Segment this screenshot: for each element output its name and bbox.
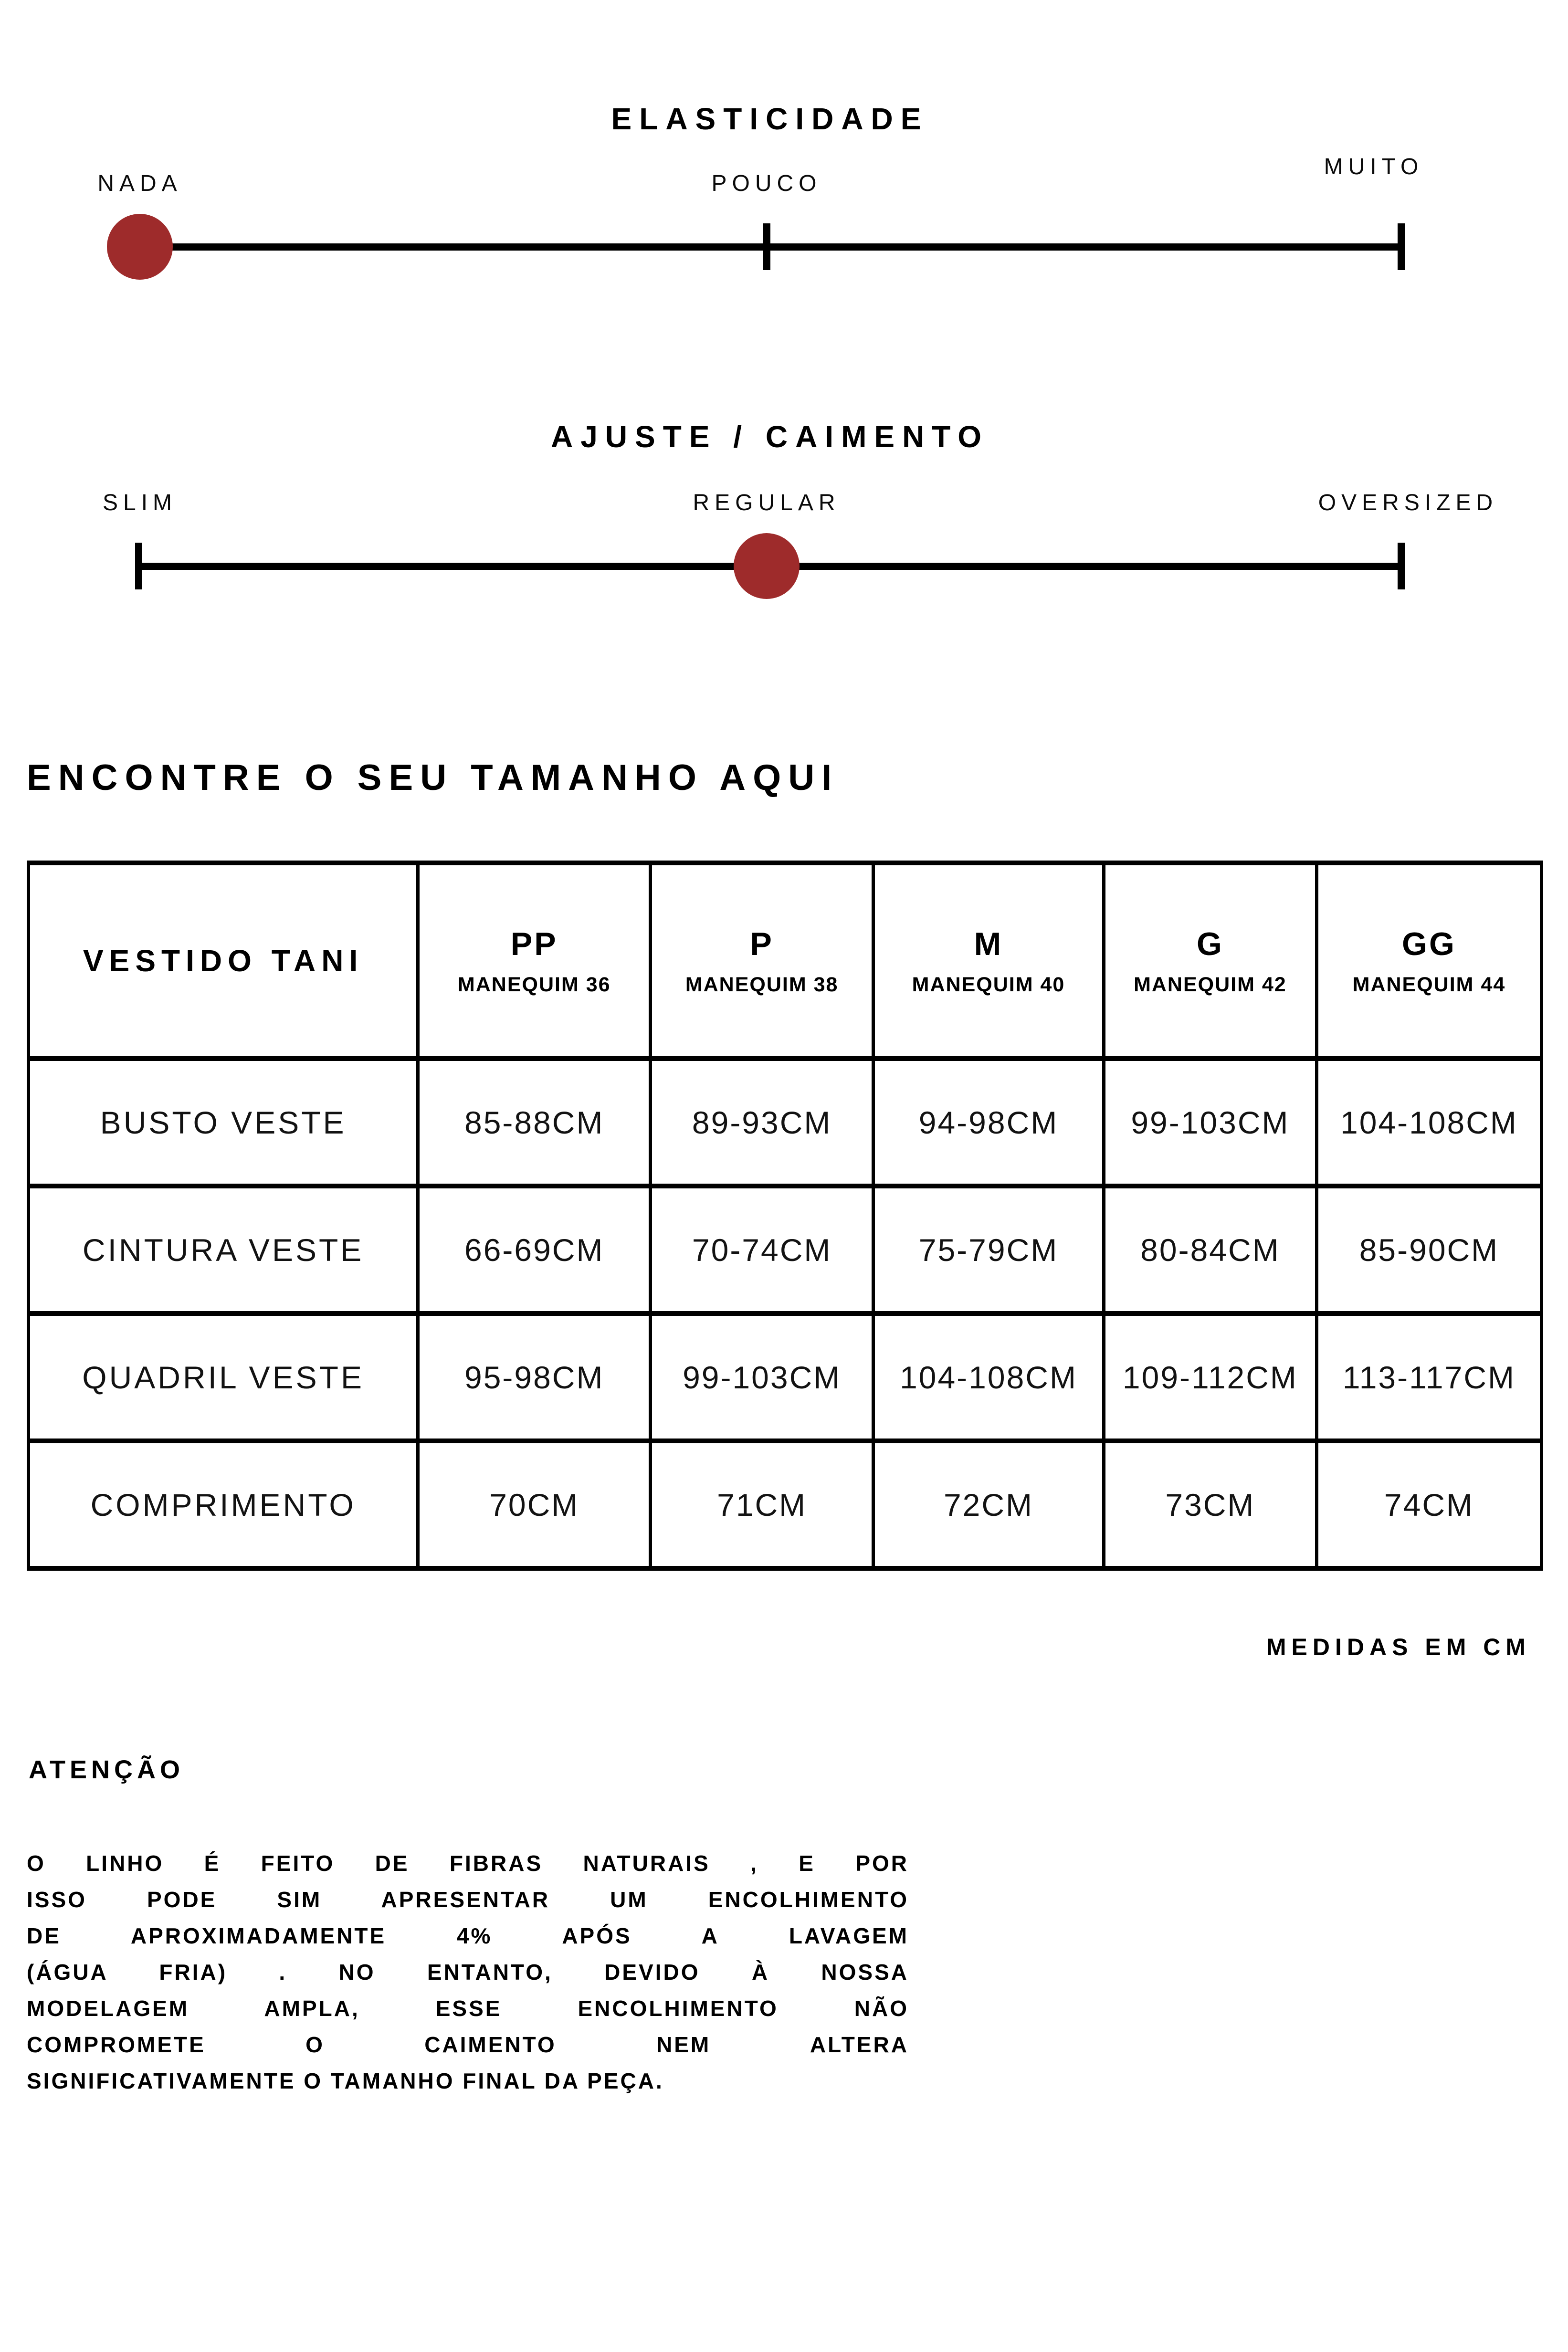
measurement-row-label: COMPRIMENTO [29, 1441, 418, 1568]
measurement-value-cell: 85-90CM [1316, 1186, 1541, 1313]
measurement-value-cell: 94-98CM [873, 1059, 1104, 1186]
measurement-row-label: BUSTO VESTE [29, 1059, 418, 1186]
attention-line: MODELAGEM AMPLA, ESSE ENCOLHIMENTO NÃO [27, 1996, 909, 2021]
size-letter: P [750, 925, 774, 962]
table-row [29, 1313, 1542, 1441]
size-column-header [651, 863, 873, 1059]
table-header-row [29, 863, 1542, 1059]
measurement-row-label: QUADRIL VESTE [29, 1313, 418, 1441]
size-column-header [873, 863, 1104, 1059]
fit-label-regular: REGULAR [693, 490, 841, 515]
size-letter: GG [1402, 925, 1456, 962]
table-row [29, 1186, 1542, 1313]
attention-paragraph [27, 1845, 909, 2099]
size-table [27, 861, 1543, 1571]
size-letter: PP [510, 925, 558, 962]
mannequin-label: MANEQUIM 36 [457, 973, 611, 996]
measurement-value-cell: 85-88CM [418, 1059, 651, 1186]
mannequin-label: MANEQUIM 38 [685, 973, 839, 996]
attention-line: DE APROXIMADAMENTE 4% APÓS A LAVAGEM [27, 1923, 909, 1948]
mannequin-label: MANEQUIM 42 [1134, 973, 1287, 996]
measurement-value-cell: 70-74CM [651, 1186, 873, 1313]
attention-line: ISSO PODE SIM APRESENTAR UM ENCOLHIMENTO [27, 1887, 909, 1912]
elasticity-indicator-dot [107, 214, 173, 280]
fit-tick-left [135, 543, 142, 589]
attention-heading: ATENÇÃO [29, 1755, 184, 1784]
table-row [29, 1441, 1542, 1568]
measurement-value-cell: 113-117CM [1316, 1313, 1541, 1441]
measurement-value-cell: 70CM [418, 1441, 651, 1568]
attention-line: O LINHO É FEITO DE FIBRAS NATURAIS , E POR [27, 1851, 909, 1876]
measurement-value-cell: 104-108CM [873, 1313, 1104, 1441]
measurement-value-cell: 99-103CM [1104, 1059, 1316, 1186]
size-column-header [418, 863, 651, 1059]
elasticity-tick-middle [763, 223, 770, 270]
elasticity-tick-right [1398, 223, 1405, 270]
measurement-value-cell: 73CM [1104, 1441, 1316, 1568]
measurement-value-cell: 71CM [651, 1441, 873, 1568]
product-name-cell [29, 863, 418, 1059]
measurement-value-cell: 109-112CM [1104, 1313, 1316, 1441]
size-column-header [1104, 863, 1316, 1059]
measurement-value-cell: 95-98CM [418, 1313, 651, 1441]
measurement-value-cell: 72CM [873, 1441, 1104, 1568]
fit-label-slim: SLIM [102, 490, 178, 515]
table-row [29, 1059, 1542, 1186]
elasticity-label-nada: NADA [97, 171, 182, 196]
product-name: VESTIDO TANI [83, 944, 364, 978]
fit-title: AJUSTE / CAIMENTO [551, 420, 989, 454]
size-letter: M [974, 925, 1003, 962]
measurement-value-cell: 66-69CM [418, 1186, 651, 1313]
size-letter: G [1196, 925, 1224, 962]
measurement-row-label: CINTURA VESTE [29, 1186, 418, 1313]
fit-indicator-dot [734, 533, 800, 599]
fit-tick-right [1398, 543, 1405, 589]
mannequin-label: MANEQUIM 44 [1352, 973, 1506, 996]
measurement-value-cell: 74CM [1316, 1441, 1541, 1568]
measurement-value-cell: 80-84CM [1104, 1186, 1316, 1313]
measurement-value-cell: 89-93CM [651, 1059, 873, 1186]
attention-line: (ÁGUA FRIA) . NO ENTANTO, DEVIDO À NOSSA [27, 1960, 909, 1984]
elasticity-label-muito: MUITO [1324, 154, 1424, 179]
fit-label-oversized: OVERSIZED [1318, 490, 1498, 515]
measurement-value-cell: 99-103CM [651, 1313, 873, 1441]
elasticity-label-pouco: POUCO [711, 171, 822, 196]
measurements-unit-note: MEDIDAS EM CM [1266, 1634, 1531, 1660]
measurement-value-cell: 104-108CM [1316, 1059, 1541, 1186]
attention-line: SIGNIFICATIVAMENTE O TAMANHO FINAL DA PEÇA. [27, 2068, 664, 2093]
size-guide-heading: ENCONTRE O SEU TAMANHO AQUI [27, 757, 839, 798]
measurement-value-cell: 75-79CM [873, 1186, 1104, 1313]
size-column-header [1316, 863, 1541, 1059]
attention-line: COMPROMETE O CAIMENTO NEM ALTERA [27, 2032, 909, 2057]
mannequin-label: MANEQUIM 40 [912, 973, 1065, 996]
elasticity-title: ELASTICIDADE [611, 102, 929, 136]
